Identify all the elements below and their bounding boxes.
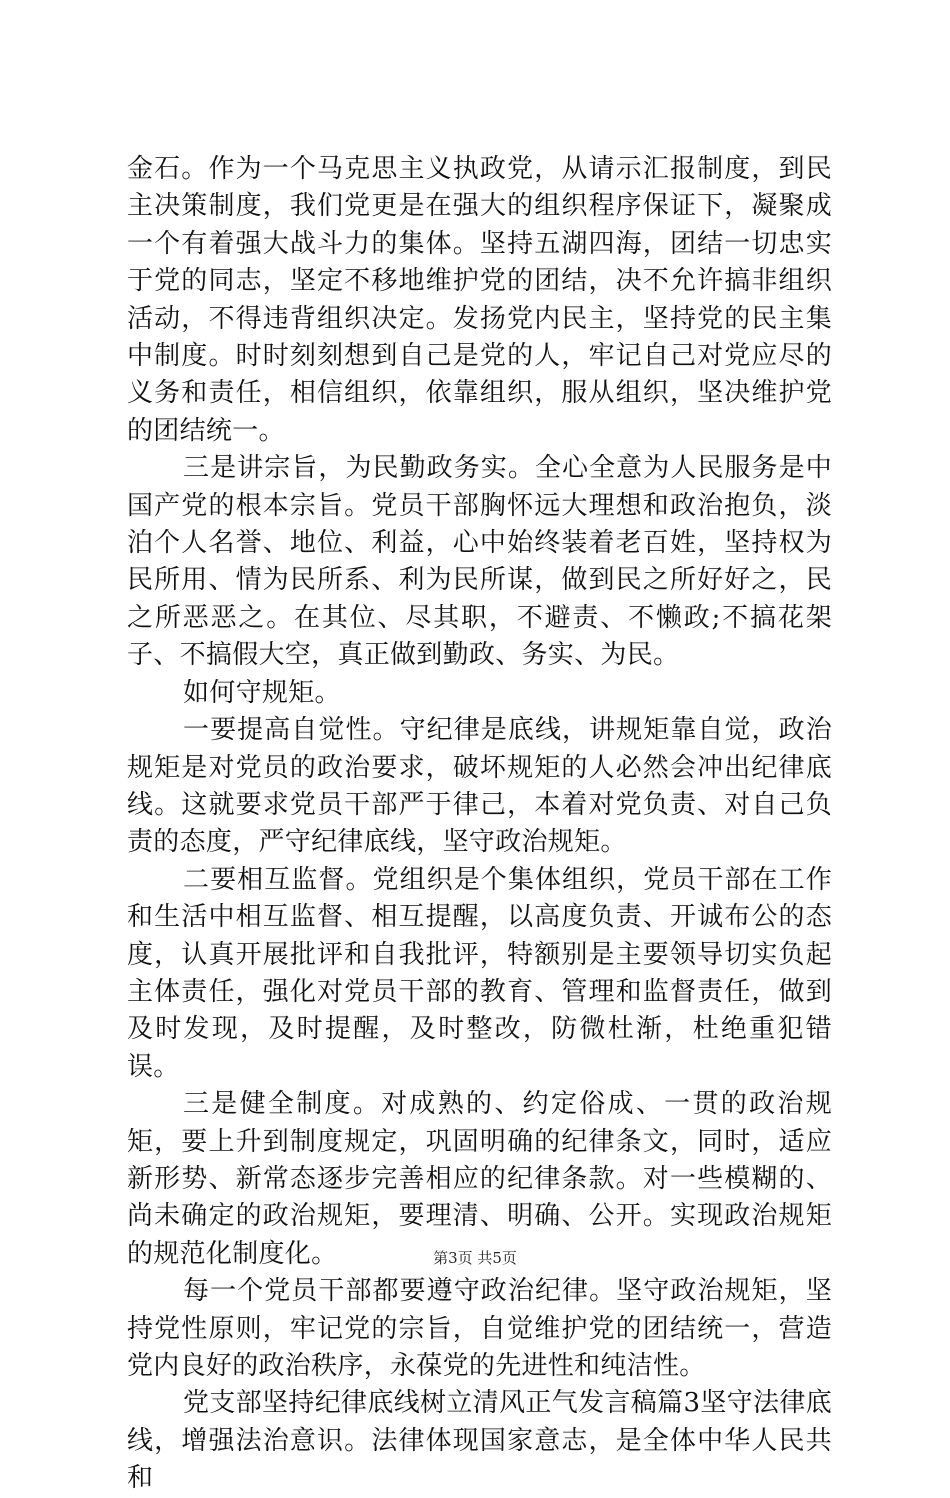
paragraph-4: 一要提高自觉性。守纪律是底线，讲规矩靠自觉，政治规矩是对党员的政治要求，破坏规矩的人必然会冲出纪律底线。这就要求党员干部严于律己，本着对党负责、对自己负责的态度，严守纪律底线，坚守政治规矩。	[127, 715, 832, 858]
paragraph-2: 三是讲宗旨，为民勤政务实。全心全意为人民服务是中国产党的根本宗旨。党员干部胸怀远大理想和政治抱负，淡泊个人名誉、地位、利益，心中始终装着老百姓，坚持权为民所用、情为民所系、利为民所谋，做到民之所好好之，民之所恶恶之。在其位、尽其职，不避责、不懒政;不搞花架子、不搞假大空，真正做到勤政、务实、为民。	[127, 453, 832, 671]
document-body	[127, 151, 832, 1498]
paragraph-3: 如何守规矩。	[183, 677, 341, 708]
paragraph-5: 二要相互监督。党组织是个集体组织，党员干部在工作和生活中相互监督、相互提醒，以高度负责、开诚布公的态度，认真开展批评和自我批评，特额别是主要领导切实负起主体责任，强化对党员干部的教育、管理和监督责任，做到及时发现，及时提醒，及时整改，防微杜渐，杜绝重犯错误。	[127, 864, 832, 1082]
paragraph-8: 党支部坚持纪律底线树立清风正气发言稿篇3坚守法律底线，增强法治意识。法律体现国家意志，是全体中华人民共和	[127, 1388, 832, 1494]
page-number-label: 第3页 共5页	[433, 1249, 517, 1267]
paragraph-7: 每一个党员干部都要遵守政治纪律。坚守政治规矩，坚持党性原则，牢记党的宗旨，自觉维护党的团结统一，营造党内良好的政治秩序，永葆党的先进性和纯洁性。	[127, 1276, 832, 1381]
paragraph-1: 金石。作为一个马克思主义执政党，从请示汇报制度，到民主决策制度，我们党更是在强大的组织程序保证下，凝聚成一个有着强大战斗力的集体。坚持五湖四海，团结一切忠实于党的同志，坚定不移地维护党的团结，决不允许搞非组织活动，不得违背组织决定。发扬党内民主，坚持党的民主集中制度。时时刻刻想到自己是党的人，牢记自己对党应尽的义务和责任，相信组织，依靠组织，服从组织，坚决维护党的团结统一。	[127, 154, 832, 446]
page-footer	[0, 1248, 950, 1268]
paragraph-6: 三是健全制度。对成熟的、约定俗成、一贯的政治规矩，要上升到制度规定，巩固明确的纪律条文，同时，适应新形势、新常态逐步完善相应的纪律条款。对一些模糊的、尚未确定的政治规矩，要理清、明确、公开。实现政治规矩的规范化制度化。	[127, 1089, 832, 1269]
